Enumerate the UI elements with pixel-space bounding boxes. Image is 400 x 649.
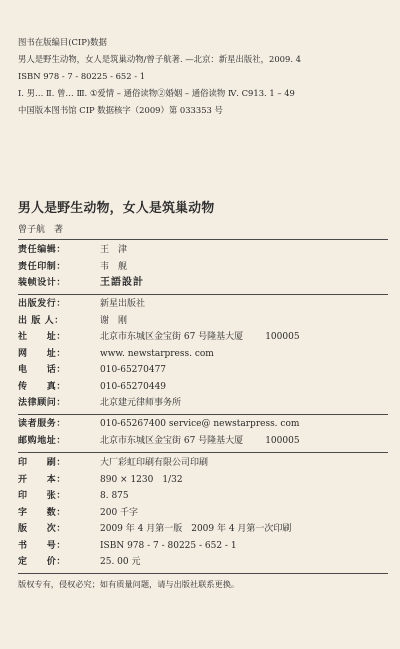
cip-header: 图书在版编目(CIP)数据 bbox=[18, 37, 107, 47]
print-value: 25. 00 元 bbox=[100, 557, 141, 567]
print-value: 2009 年 4 月第一版 2009 年 4 月第一次印刷 bbox=[100, 524, 292, 534]
publisher-label: 出版发行： bbox=[18, 299, 67, 309]
cip-line: 中国版本图书馆 CIP 数据核字（2009）第 033353 号 bbox=[18, 105, 223, 115]
reader-row bbox=[18, 433, 390, 450]
publisher-row bbox=[18, 346, 390, 363]
reader-service bbox=[18, 416, 390, 449]
book-title: 男人是野生动物，女人是筑巢动物 bbox=[18, 201, 215, 216]
divider bbox=[18, 294, 388, 295]
print-value: 8. 875 bbox=[100, 491, 129, 501]
print-row bbox=[18, 521, 390, 538]
publisher-row bbox=[18, 395, 390, 412]
print-value: 200 千字 bbox=[100, 507, 139, 518]
address-text: 北京市东城区金宝街 67 号隆基大厦 bbox=[100, 332, 244, 342]
credit-row bbox=[18, 275, 390, 292]
print-row bbox=[18, 554, 390, 571]
publisher-label: 电 话： bbox=[18, 365, 67, 375]
reader-label: 邮购地址： bbox=[18, 435, 67, 446]
cip-line: 男人是野生动物，女人是筑巢动物/曾子航著. —北京：新星出版社，2009. 4 bbox=[18, 54, 301, 64]
publisher-label: 网 址： bbox=[18, 348, 67, 359]
cip-line: ISBN 978 - 7 - 80225 - 652 - 1 bbox=[18, 71, 146, 81]
credit-row bbox=[18, 259, 390, 276]
postal-code: 100005 bbox=[265, 435, 300, 446]
print-info bbox=[18, 455, 390, 571]
publisher-value: 新星出版社 bbox=[100, 299, 146, 309]
print-value: ISBN 978 - 7 - 80225 - 652 - 1 bbox=[100, 540, 237, 551]
publisher-value: 谢 刚 bbox=[100, 315, 128, 326]
publisher-label: 法律顾问： bbox=[18, 398, 67, 408]
reader-value bbox=[100, 433, 390, 450]
editorial-credits bbox=[18, 242, 390, 292]
print-label: 开 本： bbox=[18, 474, 67, 485]
divider bbox=[18, 452, 388, 453]
print-value: 890 × 1230 1/32 bbox=[100, 474, 183, 485]
print-row bbox=[18, 455, 390, 472]
print-row bbox=[18, 488, 390, 505]
print-label: 定 价： bbox=[18, 557, 67, 567]
print-label: 书 号： bbox=[18, 540, 67, 551]
postal-code: 100005 bbox=[265, 332, 300, 342]
fax-value: 010-65270449 bbox=[100, 381, 167, 392]
address-text: 北京市东城区金宝街 67 号隆基大厦 bbox=[100, 435, 244, 446]
reader-label: 读者服务： bbox=[18, 419, 67, 429]
publisher-row bbox=[18, 329, 390, 346]
credit-value: 韦 舰 bbox=[100, 261, 128, 272]
credit-label: 责任编辑： bbox=[18, 245, 67, 255]
credit-row bbox=[18, 242, 390, 259]
cip-data bbox=[18, 34, 390, 119]
print-label: 印 刷： bbox=[18, 458, 67, 468]
divider bbox=[18, 573, 388, 574]
reader-row bbox=[18, 416, 390, 433]
publisher-value bbox=[100, 329, 390, 346]
book-author: 曾子航 著 bbox=[18, 225, 64, 235]
divider bbox=[18, 239, 388, 240]
credit-label: 装帧设计： bbox=[18, 278, 67, 288]
publisher-label: 传 真： bbox=[18, 381, 67, 392]
designer-logo: 王語設計 bbox=[100, 277, 144, 288]
copyright-notice: 版权专有，侵权必究；如有质量问题，请与出版社联系更换。 bbox=[18, 579, 240, 589]
publisher-row bbox=[18, 296, 390, 313]
print-label: 字 数： bbox=[18, 507, 67, 518]
reader-value: 010-65267400 service@ newstarpress. com bbox=[100, 419, 300, 429]
print-value: 大厂彩虹印刷有限公司印刷 bbox=[100, 458, 209, 468]
website-value: www. newstarpress. com bbox=[100, 348, 214, 359]
publisher-row bbox=[18, 313, 390, 330]
print-row bbox=[18, 472, 390, 489]
print-label: 印 张： bbox=[18, 491, 67, 501]
publisher-row bbox=[18, 362, 390, 379]
credit-label: 责任印制： bbox=[18, 261, 67, 272]
print-label: 版 次： bbox=[18, 524, 67, 534]
phone-value: 010-65270477 bbox=[100, 365, 167, 375]
divider bbox=[18, 414, 388, 415]
legal-advisor-value: 北京建元律师事务所 bbox=[100, 398, 182, 408]
publisher-row bbox=[18, 379, 390, 396]
credit-value: 王 津 bbox=[100, 245, 128, 255]
publisher-info bbox=[18, 296, 390, 412]
cip-line: I. 男… Ⅱ. 曾… Ⅲ. ①爱情 – 通俗读物②婚姻 – 通俗读物 Ⅳ. C913. 1 – 49 bbox=[18, 88, 295, 98]
print-row bbox=[18, 538, 390, 555]
publisher-label: 社 址： bbox=[18, 332, 67, 342]
print-row bbox=[18, 505, 390, 522]
publisher-label: 出 版 人： bbox=[18, 315, 64, 326]
